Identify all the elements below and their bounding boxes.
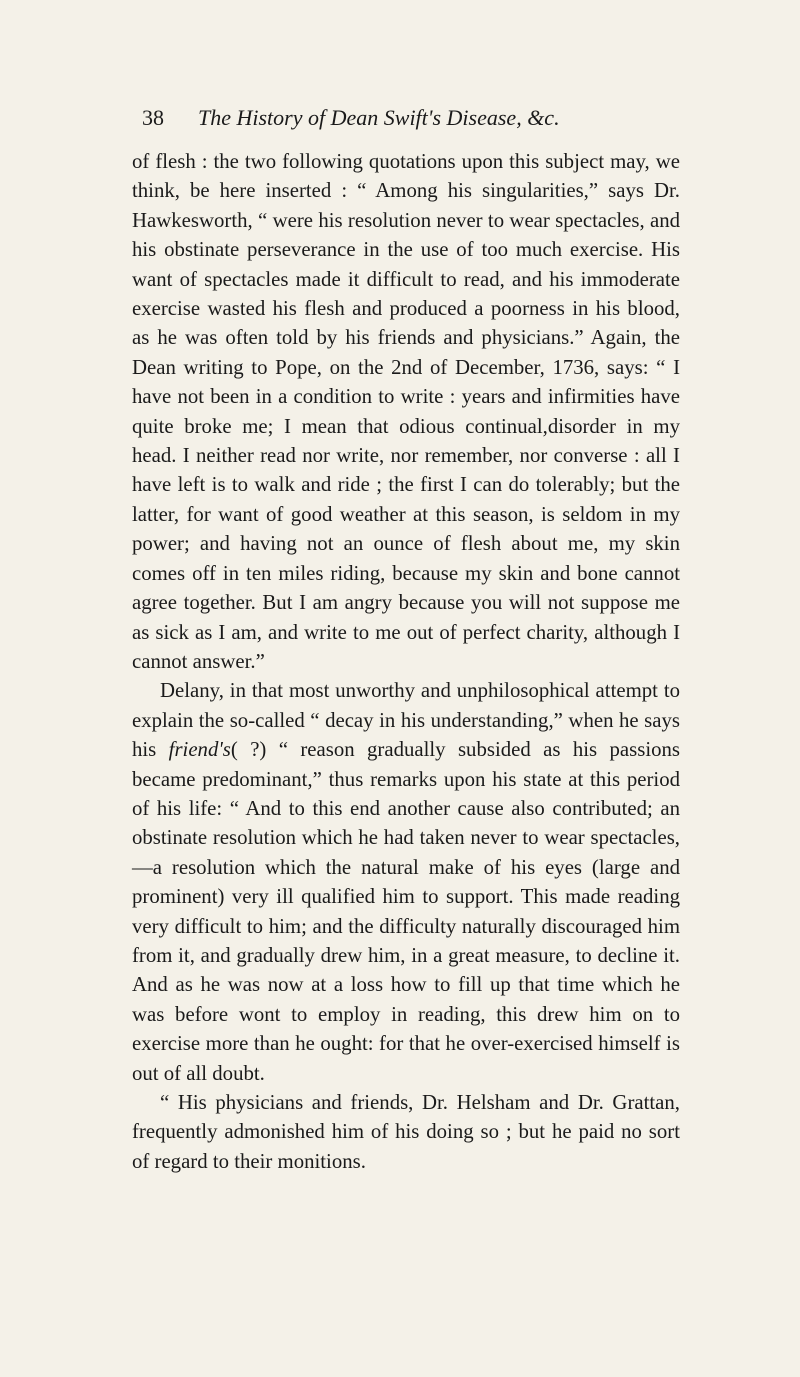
paragraph: “ His physicians and friends, Dr. Helsham and Dr. Grattan, frequently admonished him of his doing so ; but he paid no sort of regard to their monitions. — [132, 1091, 680, 1173]
page-number: 38 — [142, 105, 164, 130]
body-text — [132, 147, 680, 1176]
running-title: The History of Dean Swift's Disease, &c. — [198, 105, 560, 130]
paragraph: of flesh : the two following quotations upon this subject may, we think, be here inserted : “ Among his singularities,” says Dr. Hawkesworth, “ were his resolution never to wear spectacles, and his obstinate perseverance in the use of too much exercise. His want of spectacles made it difficult to read, and his immoderate exercise wasted his flesh and produced a poorness in his blood, as he was often told by his friends and physicians.” Again, the Dean writing to Pope, on the 2nd of December, 1736, says: “ I have not been in a condition to write : years and infirmities have quite broke me; I mean that odious continual,disorder in my head. I neither read nor write, nor remember, nor converse : all I have left is to walk and ride ; the first I can do tolerably; but the latter, for want of good weather at this season, is seldom in my power; and having not an ounce of flesh about me, my skin comes off in ten miles riding, because my skin and bone cannot agree together. But I am angry because you will not suppose me as sick as I am, and write to me out of perfect charity, although I cannot answer.” — [132, 150, 680, 673]
running-head — [142, 104, 682, 132]
paragraph-text: Delany, in that most unworthy and unphilosophical attempt to explain the so-called “ decay in his understanding,” when he says his — [132, 679, 680, 762]
paragraph-text: ( ?) “ reason gradually subsided as his passions became predominant,” thus remarks upon his state at this period of his life: “ And to this end another cause also contributed; an obstinate resolution which he had taken never to wear spectacles,—a resolution which the natural make of his eyes (large and prominent) very ill qualified him to support. This made reading very difficult to him; and the difficulty naturally discouraged him from it, and gradually drew him, in a great measure, to decline it. And as he was now at a loss how to fill up that time which he was before wont to employ in reading, this drew him on to exercise more than he ought: for that he over-exercised himself is out of all doubt. — [132, 738, 680, 1085]
italic-word: friend's — [168, 738, 231, 762]
paragraph — [132, 676, 680, 1088]
